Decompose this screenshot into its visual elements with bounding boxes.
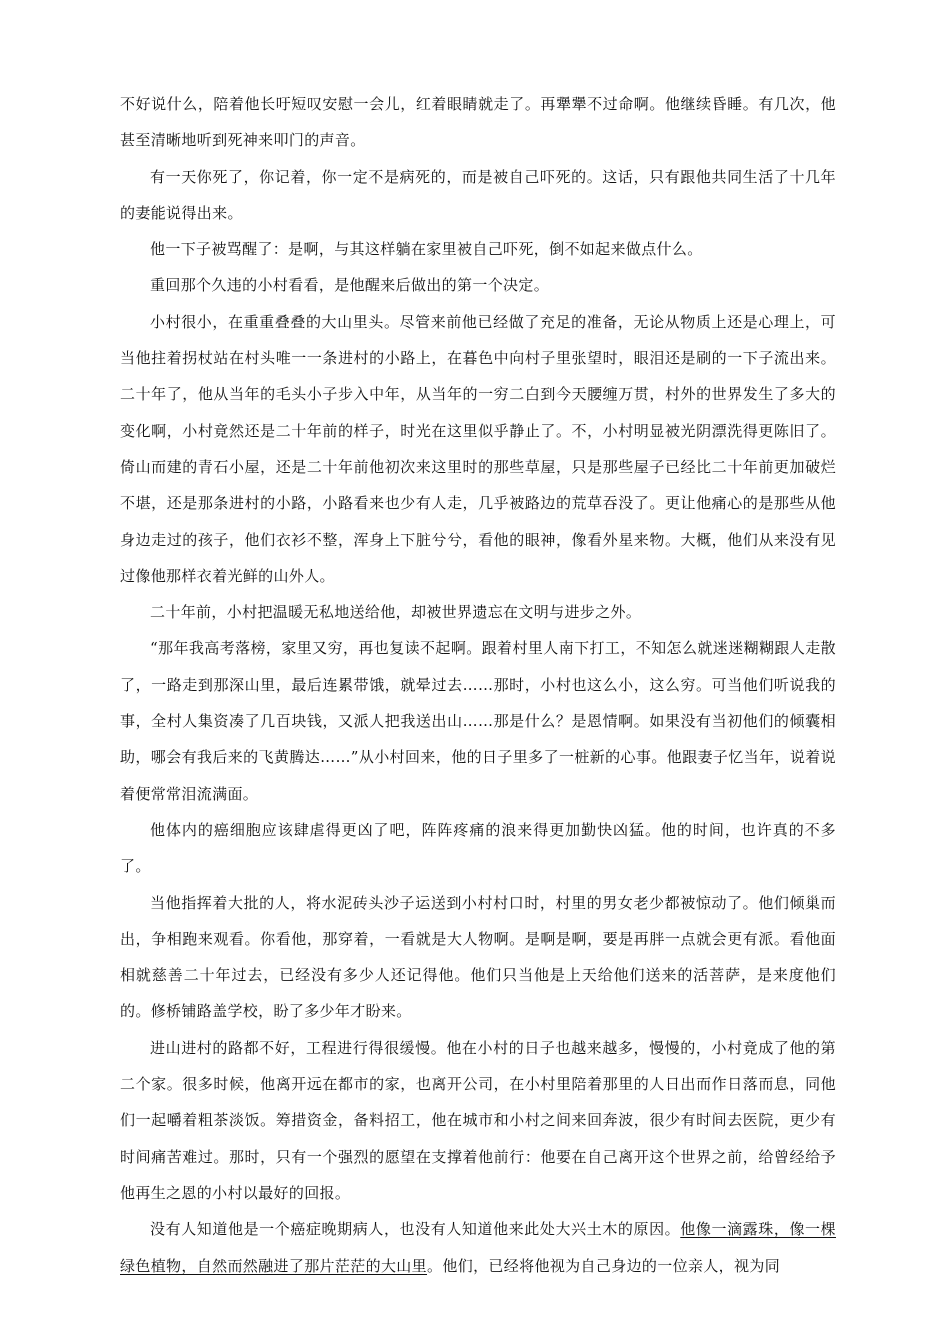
paragraph-3: 他一下子被骂醒了：是啊，与其这样躺在家里被自己吓死，倒不如起来做点什么。 xyxy=(150,240,703,259)
paragraph-9: 当他指挥着大批的人，将水泥砖头沙子运送到小村村口时，村里的男女老少都被惊动了。他们倾巢而出，争相跑来观看。你看他，那穿着，一看就是大人物啊。是啊是啊，要是再胖一点就会更有派。看他面相就慈善二十年过去，已经没有多少人还记得他。他们只当他是上天给他们送来的活菩萨，是来度他们的。修桥铺路盖学校，盼了多少年才盼来。 xyxy=(120,893,836,1021)
paragraph-11 xyxy=(120,1211,836,1284)
paragraph-10: 进山进村的路都不好，工程进行得很缓慢。他在小村的日子也越来越多，慢慢的，小村竟成了他的第二个家。很多时候，他离开远在都市的家，也离开公司，在小村里陪着那里的人日出而作日落而息，同他们一起嚼着粗茶淡饭。筹措资金，备料招工，他在城市和小村之间来回奔波，很少有时间去医院，更少有时间痛苦难过。那时，只有一个强烈的愿望在支撑着他前行：他要在自己离开这个世界之前，给曾经给予他再生之恩的小村以最好的回报。 xyxy=(120,1038,836,1202)
document-page xyxy=(120,86,836,1284)
paragraph-11-text-before: 没有人知道他是一个癌症晚期病人，也没有人知道他来此处大兴土木的原因。 xyxy=(150,1220,681,1239)
paragraph-5: 小村很小，在重重叠叠的大山里头。尽管来前他已经做了充足的准备，无论从物质上还是心理上，可当他拄着拐杖站在村头唯一一条进村的小路上，在暮色中向村子里张望时，眼泪还是刷的一下子流出来。二十年了，他从当年的毛头小子步入中年，从当年的一穷二白到今天腰缠万贯，村外的世界发生了多大的变化啊，小村竟然还是二十年前的样子，时光在这里似乎静止了。不，小村明显被光阴漂洗得更陈旧了。倚山而建的青石小屋，还是二十年前他初次来这里时的那些草屋，只是那些屋子已经比二十年前更加破烂不堪，还是那条进村的小路，小路看来也少有人走，几乎被路边的荒草吞没了。更让他痛心的是那些从他身边走过的孩子，他们衣衫不整，浑身上下脏兮兮，看他的眼神，像看外星来物。大概，他们从来没有见过像他那样衣着光鲜的山外人。 xyxy=(120,312,836,585)
paragraph-7: “那年我高考落榜，家里又穷，再也复读不起啊。跟着村里人南下打工，不知怎么就迷迷糊糊跟人走散了，一路走到那深山里，最后连累带饿，就晕过去……那时，小村也这么小，这么穷。可当他们听说我的事，全村人集资凑了几百块钱，又派人把我送出山……那是什么？是恩情啊。如果没有当初他们的倾囊相助，哪会有我后来的飞黄腾达……”从小村回来，他的日子里多了一桩新的心事。他跟妻子忆当年，说着说着便常常泪流满面。 xyxy=(120,639,836,803)
paragraph-4: 重回那个久违的小村看看，是他醒来后做出的第一个决定。 xyxy=(150,276,550,295)
underlined-sentence: 他像一滴露珠，像一棵绿色植物，自然而然融进了那片茫茫的大山里 xyxy=(120,1220,836,1275)
paragraph-11-text-after: 。他们，已经将他视为自己身边的一位亲人，视为同 xyxy=(427,1256,781,1275)
paragraph-6: 二十年前，小村把温暖无私地送给他，却被世界遗忘在文明与进步之外。 xyxy=(150,603,642,622)
paragraph-8: 他体内的癌细胞应该肆虐得更凶了吧，阵阵疼痛的浪来得更加勤快凶猛。他的时间，也许真的不多了。 xyxy=(120,820,836,876)
paragraph-2: 有一天你死了，你记着，你一定不是病死的，而是被自己吓死的。这话，只有跟他共同生活了十几年的妻能说得出来。 xyxy=(120,167,836,222)
paragraph-1: 不好说什么，陪着他长吁短叹安慰一会儿，红着眼睛就走了。再犟犟不过命啊。他继续昏睡。有几次，他甚至清晰地听到死神来叩门的声音。 xyxy=(120,95,836,150)
